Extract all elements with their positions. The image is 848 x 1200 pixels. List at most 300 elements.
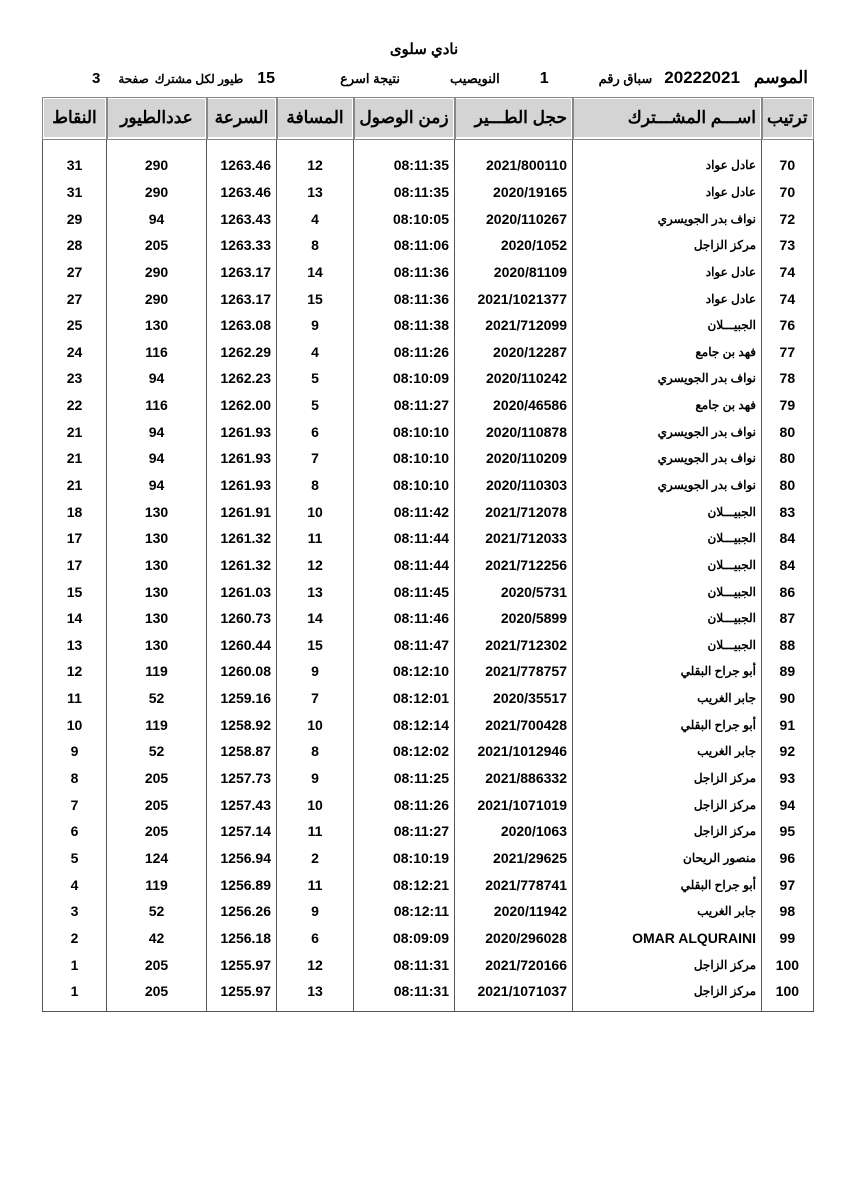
cell-bird-count: 52 [107, 898, 207, 925]
cell-arrival-time: 08:11:27 [354, 818, 455, 845]
cell-speed: 1263.43 [207, 205, 277, 232]
cell-points: 21 [43, 445, 107, 472]
cell-bird-count: 290 [107, 179, 207, 206]
result-label: نتيجة اسرع [340, 71, 400, 86]
cell-ring: 2020/110303 [455, 472, 573, 499]
table-row [43, 525, 814, 552]
cell-ring: 2021/712302 [455, 632, 573, 659]
cell-speed: 1262.00 [207, 392, 277, 419]
cell-speed: 1260.44 [207, 632, 277, 659]
cell-distance: 10 [277, 498, 354, 525]
cell-points: 6 [43, 818, 107, 845]
cell-participant: نواف بدر الجويسري [573, 365, 762, 392]
header-col-arrival-time: زمن الوصول [354, 98, 455, 139]
cell-rank: 87 [762, 605, 814, 632]
cell-ring: 2021/886332 [455, 765, 573, 792]
cell-ring: 2020/110267 [455, 205, 573, 232]
cell-distance: 7 [277, 685, 354, 712]
table-row [43, 179, 814, 206]
cell-arrival-time: 08:12:21 [354, 871, 455, 898]
table-row [43, 285, 814, 312]
table-row [43, 871, 814, 898]
cell-ring: 2021/700428 [455, 711, 573, 738]
cell-distance: 2 [277, 845, 354, 872]
cell-distance: 12 [277, 139, 354, 179]
cell-arrival-time: 08:11:06 [354, 232, 455, 259]
cell-participant: عادل عواد [573, 139, 762, 179]
table-row [43, 472, 814, 499]
cell-participant: جابر الغريب [573, 898, 762, 925]
cell-bird-count: 124 [107, 845, 207, 872]
cell-distance: 9 [277, 312, 354, 339]
cell-bird-count: 119 [107, 658, 207, 685]
cell-participant: الجبيـــلان [573, 312, 762, 339]
header-col-participant: اســـم المشـــترك [573, 98, 762, 139]
cell-ring: 2020/110878 [455, 418, 573, 445]
header-row [43, 98, 814, 139]
cell-distance: 12 [277, 552, 354, 579]
cell-distance: 9 [277, 658, 354, 685]
cell-bird-count: 290 [107, 259, 207, 286]
cell-points: 5 [43, 845, 107, 872]
header-col-points: النقاط [43, 98, 107, 139]
cell-participant: الجبيـــلان [573, 525, 762, 552]
birds-per-label: طيور لكل مشترك [154, 72, 244, 86]
cell-ring: 2020/1052 [455, 232, 573, 259]
cell-bird-count: 52 [107, 685, 207, 712]
cell-points: 7 [43, 791, 107, 818]
cell-rank: 90 [762, 685, 814, 712]
cell-bird-count: 205 [107, 765, 207, 792]
cell-arrival-time: 08:11:35 [354, 179, 455, 206]
cell-participant: الجبيـــلان [573, 632, 762, 659]
cell-ring: 2021/712099 [455, 312, 573, 339]
cell-speed: 1260.08 [207, 658, 277, 685]
cell-distance: 6 [277, 925, 354, 952]
cell-distance: 8 [277, 738, 354, 765]
cell-ring: 2020/110242 [455, 365, 573, 392]
table-row [43, 978, 814, 1011]
cell-speed: 1256.26 [207, 898, 277, 925]
cell-bird-count: 205 [107, 232, 207, 259]
cell-distance: 15 [277, 285, 354, 312]
cell-arrival-time: 08:11:44 [354, 525, 455, 552]
cell-points: 1 [43, 951, 107, 978]
cell-participant: نواف بدر الجويسري [573, 472, 762, 499]
header-col-distance: المسافة [277, 98, 354, 139]
cell-ring: 2020/12287 [455, 338, 573, 365]
cell-participant: جابر الغريب [573, 685, 762, 712]
table-row [43, 338, 814, 365]
cell-rank: 74 [762, 259, 814, 286]
cell-bird-count: 94 [107, 365, 207, 392]
table-row [43, 951, 814, 978]
cell-points: 3 [43, 898, 107, 925]
cell-points: 1 [43, 978, 107, 1011]
cell-participant: عادل عواد [573, 259, 762, 286]
cell-speed: 1261.93 [207, 472, 277, 499]
table-row [43, 738, 814, 765]
cell-arrival-time: 08:10:05 [354, 205, 455, 232]
cell-ring: 2020/46586 [455, 392, 573, 419]
cell-distance: 5 [277, 365, 354, 392]
cell-points: 11 [43, 685, 107, 712]
cell-bird-count: 130 [107, 498, 207, 525]
season-value: 20222021 [664, 68, 740, 87]
cell-ring: 2021/712256 [455, 552, 573, 579]
cell-participant: فهد بن جامع [573, 338, 762, 365]
cell-participant: عادل عواد [573, 179, 762, 206]
cell-participant: فهد بن جامع [573, 392, 762, 419]
cell-distance: 9 [277, 765, 354, 792]
cell-bird-count: 52 [107, 738, 207, 765]
table-row [43, 711, 814, 738]
cell-speed: 1261.32 [207, 552, 277, 579]
cell-points: 2 [43, 925, 107, 952]
cell-ring: 2021/712078 [455, 498, 573, 525]
club-title: نادي سلوى [389, 41, 459, 58]
cell-bird-count: 94 [107, 205, 207, 232]
cell-participant: مركز الزاجل [573, 818, 762, 845]
cell-arrival-time: 08:12:11 [354, 898, 455, 925]
cell-ring: 2020/19165 [455, 179, 573, 206]
table-row [43, 259, 814, 286]
cell-distance: 5 [277, 392, 354, 419]
cell-participant: أبو جراح البقلي [573, 658, 762, 685]
cell-points: 18 [43, 498, 107, 525]
cell-distance: 8 [277, 232, 354, 259]
cell-ring: 2020/35517 [455, 685, 573, 712]
cell-rank: 89 [762, 658, 814, 685]
cell-bird-count: 94 [107, 445, 207, 472]
race-header [40, 68, 808, 88]
cell-ring: 2021/712033 [455, 525, 573, 552]
cell-arrival-time: 08:11:27 [354, 392, 455, 419]
table-row [43, 139, 814, 179]
cell-speed: 1257.43 [207, 791, 277, 818]
cell-distance: 6 [277, 418, 354, 445]
cell-speed: 1257.14 [207, 818, 277, 845]
cell-arrival-time: 08:11:35 [354, 139, 455, 179]
results-table [41, 96, 815, 1012]
cell-arrival-time: 08:11:26 [354, 791, 455, 818]
cell-participant: مركز الزاجل [573, 978, 762, 1011]
header-col-bird-count: عددالطيور [107, 98, 207, 139]
cell-ring: 2021/778757 [455, 658, 573, 685]
cell-speed: 1262.29 [207, 338, 277, 365]
cell-speed: 1263.17 [207, 259, 277, 286]
cell-arrival-time: 08:11:38 [354, 312, 455, 339]
cell-speed: 1260.73 [207, 605, 277, 632]
cell-distance: 15 [277, 632, 354, 659]
cell-rank: 84 [762, 552, 814, 579]
cell-bird-count: 42 [107, 925, 207, 952]
table-row [43, 552, 814, 579]
cell-rank: 73 [762, 232, 814, 259]
cell-distance: 13 [277, 578, 354, 605]
table-row [43, 392, 814, 419]
cell-arrival-time: 08:11:31 [354, 978, 455, 1011]
cell-rank: 77 [762, 338, 814, 365]
cell-points: 9 [43, 738, 107, 765]
cell-ring: 2020/296028 [455, 925, 573, 952]
cell-bird-count: 94 [107, 418, 207, 445]
cell-distance: 14 [277, 605, 354, 632]
cell-arrival-time: 08:10:10 [354, 445, 455, 472]
cell-points: 23 [43, 365, 107, 392]
cell-distance: 11 [277, 818, 354, 845]
cell-ring: 2021/29625 [455, 845, 573, 872]
cell-bird-count: 130 [107, 312, 207, 339]
cell-arrival-time: 08:11:44 [354, 552, 455, 579]
table-row [43, 365, 814, 392]
cell-bird-count: 205 [107, 978, 207, 1011]
season-label: الموسم [753, 68, 808, 87]
cell-rank: 80 [762, 472, 814, 499]
cell-participant: منصور الريحان [573, 845, 762, 872]
cell-rank: 91 [762, 711, 814, 738]
cell-distance: 7 [277, 445, 354, 472]
cell-arrival-time: 08:11:36 [354, 285, 455, 312]
table-row [43, 205, 814, 232]
cell-bird-count: 130 [107, 552, 207, 579]
cell-bird-count: 94 [107, 472, 207, 499]
birds-per-value: 15 [257, 70, 276, 87]
cell-ring: 2021/1071037 [455, 978, 573, 1011]
cell-points: 15 [43, 578, 107, 605]
cell-arrival-time: 08:12:02 [354, 738, 455, 765]
cell-points: 29 [43, 205, 107, 232]
cell-distance: 12 [277, 951, 354, 978]
cell-bird-count: 130 [107, 632, 207, 659]
cell-distance: 8 [277, 472, 354, 499]
cell-bird-count: 205 [107, 951, 207, 978]
cell-rank: 74 [762, 285, 814, 312]
cell-speed: 1263.17 [207, 285, 277, 312]
cell-participant: أبو جراح البقلي [573, 871, 762, 898]
cell-rank: 93 [762, 765, 814, 792]
header-col-rank: ترتيب [762, 98, 814, 139]
table-row [43, 925, 814, 952]
cell-rank: 95 [762, 818, 814, 845]
cell-participant: نواف بدر الجويسري [573, 205, 762, 232]
cell-participant: مركز الزاجل [573, 951, 762, 978]
cell-distance: 10 [277, 791, 354, 818]
cell-participant: أبو جراح البقلي [573, 711, 762, 738]
cell-speed: 1261.93 [207, 418, 277, 445]
table-row [43, 685, 814, 712]
cell-rank: 76 [762, 312, 814, 339]
cell-speed: 1255.97 [207, 978, 277, 1011]
cell-points: 13 [43, 632, 107, 659]
cell-distance: 4 [277, 338, 354, 365]
cell-rank: 92 [762, 738, 814, 765]
cell-arrival-time: 08:12:01 [354, 685, 455, 712]
cell-arrival-time: 08:11:25 [354, 765, 455, 792]
page-number: 3 [92, 70, 101, 87]
cell-rank: 72 [762, 205, 814, 232]
cell-rank: 100 [762, 978, 814, 1011]
table-row [43, 498, 814, 525]
cell-speed: 1261.03 [207, 578, 277, 605]
cell-distance: 13 [277, 179, 354, 206]
cell-points: 12 [43, 658, 107, 685]
cell-ring: 2020/81109 [455, 259, 573, 286]
cell-bird-count: 130 [107, 525, 207, 552]
cell-speed: 1261.32 [207, 525, 277, 552]
cell-participant: عادل عواد [573, 285, 762, 312]
cell-points: 28 [43, 232, 107, 259]
cell-arrival-time: 08:11:26 [354, 338, 455, 365]
cell-rank: 94 [762, 791, 814, 818]
cell-points: 8 [43, 765, 107, 792]
cell-speed: 1263.33 [207, 232, 277, 259]
cell-rank: 80 [762, 418, 814, 445]
table-row [43, 845, 814, 872]
cell-participant: مركز الزاجل [573, 232, 762, 259]
cell-arrival-time: 08:11:45 [354, 578, 455, 605]
cell-distance: 11 [277, 871, 354, 898]
cell-rank: 80 [762, 445, 814, 472]
cell-rank: 88 [762, 632, 814, 659]
cell-rank: 86 [762, 578, 814, 605]
cell-rank: 100 [762, 951, 814, 978]
cell-ring: 2021/720166 [455, 951, 573, 978]
cell-participant: الجبيـــلان [573, 605, 762, 632]
header-col-ring: حجل الطـــير [455, 98, 573, 139]
cell-distance: 13 [277, 978, 354, 1011]
table-row [43, 312, 814, 339]
cell-ring: 2020/11942 [455, 898, 573, 925]
cell-points: 10 [43, 711, 107, 738]
cell-participant: مركز الزاجل [573, 791, 762, 818]
cell-participant: مركز الزاجل [573, 765, 762, 792]
table-row [43, 818, 814, 845]
cell-distance: 9 [277, 898, 354, 925]
table-row [43, 418, 814, 445]
cell-points: 24 [43, 338, 107, 365]
cell-bird-count: 205 [107, 818, 207, 845]
cell-arrival-time: 08:11:46 [354, 605, 455, 632]
cell-arrival-time: 08:11:31 [354, 951, 455, 978]
cell-arrival-time: 08:12:10 [354, 658, 455, 685]
table-row [43, 791, 814, 818]
cell-arrival-time: 08:09:09 [354, 925, 455, 952]
cell-rank: 70 [762, 179, 814, 206]
cell-speed: 1259.16 [207, 685, 277, 712]
cell-distance: 14 [277, 259, 354, 286]
cell-rank: 98 [762, 898, 814, 925]
cell-participant: الجبيـــلان [573, 498, 762, 525]
cell-speed: 1261.93 [207, 445, 277, 472]
cell-points: 21 [43, 418, 107, 445]
cell-ring: 2021/800110 [455, 139, 573, 179]
table-row [43, 445, 814, 472]
cell-ring: 2021/778741 [455, 871, 573, 898]
cell-ring: 2020/110209 [455, 445, 573, 472]
cell-participant: جابر الغريب [573, 738, 762, 765]
cell-ring: 2021/1012946 [455, 738, 573, 765]
cell-points: 27 [43, 285, 107, 312]
cell-rank: 99 [762, 925, 814, 952]
cell-participant: OMAR ALQURAINI [573, 925, 762, 952]
cell-speed: 1262.23 [207, 365, 277, 392]
cell-participant: نواف بدر الجويسري [573, 445, 762, 472]
cell-speed: 1258.87 [207, 738, 277, 765]
cell-speed: 1256.94 [207, 845, 277, 872]
cell-bird-count: 205 [107, 791, 207, 818]
cell-rank: 96 [762, 845, 814, 872]
cell-points: 17 [43, 525, 107, 552]
cell-speed: 1263.46 [207, 139, 277, 179]
cell-bird-count: 119 [107, 711, 207, 738]
cell-arrival-time: 08:11:47 [354, 632, 455, 659]
cell-points: 22 [43, 392, 107, 419]
cell-bird-count: 130 [107, 578, 207, 605]
table-row [43, 898, 814, 925]
cell-points: 31 [43, 179, 107, 206]
cell-rank: 70 [762, 139, 814, 179]
table-row [43, 765, 814, 792]
cell-rank: 97 [762, 871, 814, 898]
cell-points: 17 [43, 552, 107, 579]
cell-speed: 1263.46 [207, 179, 277, 206]
cell-distance: 11 [277, 525, 354, 552]
table-row [43, 605, 814, 632]
cell-ring: 2020/5899 [455, 605, 573, 632]
cell-points: 27 [43, 259, 107, 286]
cell-bird-count: 119 [107, 871, 207, 898]
cell-speed: 1261.91 [207, 498, 277, 525]
cell-rank: 78 [762, 365, 814, 392]
cell-points: 21 [43, 472, 107, 499]
cell-participant: الجبيـــلان [573, 578, 762, 605]
cell-arrival-time: 08:10:09 [354, 365, 455, 392]
cell-speed: 1257.73 [207, 765, 277, 792]
cell-points: 25 [43, 312, 107, 339]
cell-participant: الجبيـــلان [573, 552, 762, 579]
cell-points: 4 [43, 871, 107, 898]
cell-ring: 2020/5731 [455, 578, 573, 605]
cell-rank: 84 [762, 525, 814, 552]
cell-arrival-time: 08:11:42 [354, 498, 455, 525]
race-value: 1 [539, 70, 549, 87]
cell-ring: 2020/1063 [455, 818, 573, 845]
location: النويصيب [449, 71, 500, 86]
cell-participant: نواف بدر الجويسري [573, 418, 762, 445]
cell-speed: 1256.18 [207, 925, 277, 952]
cell-speed: 1255.97 [207, 951, 277, 978]
cell-points: 31 [43, 139, 107, 179]
cell-speed: 1263.08 [207, 312, 277, 339]
cell-bird-count: 116 [107, 338, 207, 365]
cell-bird-count: 116 [107, 392, 207, 419]
cell-bird-count: 130 [107, 605, 207, 632]
cell-arrival-time: 08:10:10 [354, 472, 455, 499]
cell-arrival-time: 08:10:19 [354, 845, 455, 872]
cell-ring: 2021/1071019 [455, 791, 573, 818]
cell-arrival-time: 08:12:14 [354, 711, 455, 738]
header-col-speed: السرعة [207, 98, 277, 139]
cell-speed: 1256.89 [207, 871, 277, 898]
table-row [43, 658, 814, 685]
race-label: سباق رقم [598, 71, 653, 86]
table-row [43, 632, 814, 659]
cell-rank: 79 [762, 392, 814, 419]
cell-bird-count: 290 [107, 285, 207, 312]
table-row [43, 232, 814, 259]
cell-ring: 2021/1021377 [455, 285, 573, 312]
